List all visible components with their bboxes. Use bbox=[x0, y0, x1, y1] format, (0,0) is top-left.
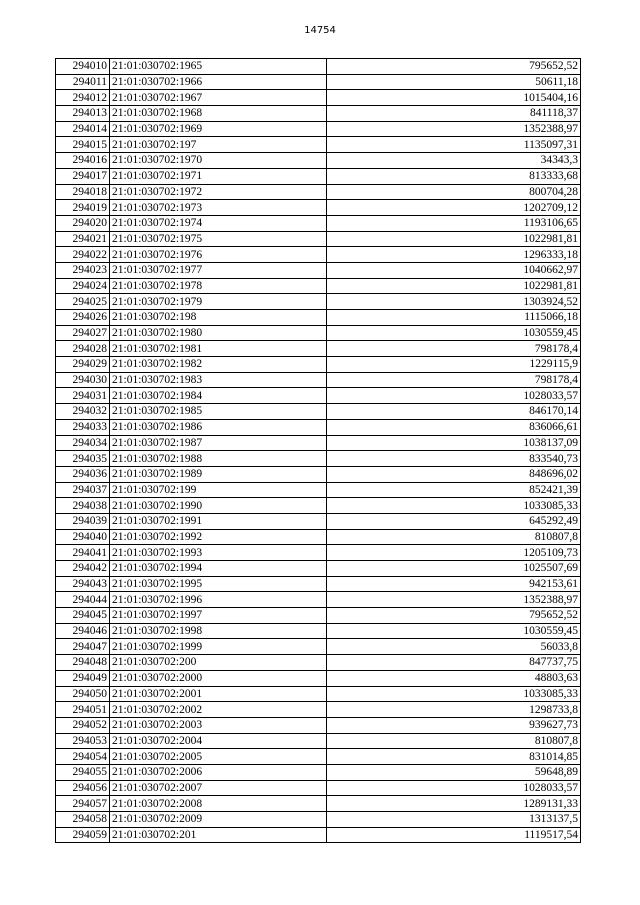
table-row bbox=[56, 764, 581, 780]
value-cell: 1030559,45 bbox=[327, 623, 581, 639]
row-number-cell: 294055 bbox=[56, 764, 110, 780]
value-cell: 1033085,33 bbox=[327, 686, 581, 702]
cadastral-number-cell: 21:01:030702:1989 bbox=[110, 466, 327, 482]
row-number-cell: 294021 bbox=[56, 231, 110, 247]
value-cell: 1030559,45 bbox=[327, 325, 581, 341]
table-row bbox=[56, 137, 581, 153]
cadastral-number-cell: 21:01:030702:2002 bbox=[110, 702, 327, 718]
table-row bbox=[56, 749, 581, 765]
registry-table bbox=[55, 58, 581, 843]
value-cell: 1205109,73 bbox=[327, 545, 581, 561]
row-number-cell: 294052 bbox=[56, 717, 110, 733]
row-number-cell: 294022 bbox=[56, 247, 110, 263]
row-number-cell: 294036 bbox=[56, 466, 110, 482]
row-number-cell: 294039 bbox=[56, 513, 110, 529]
row-number-cell: 294033 bbox=[56, 419, 110, 435]
cadastral-number-cell: 21:01:030702:1995 bbox=[110, 576, 327, 592]
cadastral-number-cell: 21:01:030702:200 bbox=[110, 655, 327, 671]
cadastral-number-cell: 21:01:030702:1999 bbox=[110, 639, 327, 655]
cadastral-number-cell: 21:01:030702:2000 bbox=[110, 670, 327, 686]
row-number-cell: 294014 bbox=[56, 121, 110, 137]
table-row bbox=[56, 717, 581, 733]
table-row bbox=[56, 623, 581, 639]
cadastral-number-cell: 21:01:030702:2003 bbox=[110, 717, 327, 733]
row-number-cell: 294012 bbox=[56, 90, 110, 106]
value-cell: 942153,61 bbox=[327, 576, 581, 592]
row-number-cell: 294043 bbox=[56, 576, 110, 592]
cadastral-number-cell: 21:01:030702:2006 bbox=[110, 764, 327, 780]
table-row bbox=[56, 90, 581, 106]
cadastral-number-cell: 21:01:030702:2007 bbox=[110, 780, 327, 796]
row-number-cell: 294016 bbox=[56, 153, 110, 169]
table-row bbox=[56, 184, 581, 200]
value-cell: 852421,39 bbox=[327, 482, 581, 498]
value-cell: 841118,37 bbox=[327, 106, 581, 122]
table-row bbox=[56, 372, 581, 388]
cadastral-number-cell: 21:01:030702:1970 bbox=[110, 153, 327, 169]
cadastral-number-cell: 21:01:030702:1991 bbox=[110, 513, 327, 529]
table-row bbox=[56, 702, 581, 718]
row-number-cell: 294034 bbox=[56, 435, 110, 451]
value-cell: 50611,18 bbox=[327, 74, 581, 90]
cadastral-number-cell: 21:01:030702:2005 bbox=[110, 749, 327, 765]
row-number-cell: 294037 bbox=[56, 482, 110, 498]
cadastral-number-cell: 21:01:030702:1982 bbox=[110, 357, 327, 373]
table-row bbox=[56, 545, 581, 561]
row-number-cell: 294042 bbox=[56, 561, 110, 577]
value-cell: 833540,73 bbox=[327, 451, 581, 467]
table-row bbox=[56, 59, 581, 75]
cadastral-number-cell: 21:01:030702:1994 bbox=[110, 561, 327, 577]
value-cell: 831014,85 bbox=[327, 749, 581, 765]
value-cell: 1115066,18 bbox=[327, 310, 581, 326]
value-cell: 836066,61 bbox=[327, 419, 581, 435]
table-row bbox=[56, 121, 581, 137]
cadastral-number-cell: 21:01:030702:198 bbox=[110, 310, 327, 326]
table-row bbox=[56, 639, 581, 655]
row-number-cell: 294019 bbox=[56, 200, 110, 216]
value-cell: 1229115,9 bbox=[327, 357, 581, 373]
table-row bbox=[56, 200, 581, 216]
table-row bbox=[56, 733, 581, 749]
cadastral-number-cell: 21:01:030702:1971 bbox=[110, 168, 327, 184]
row-number-cell: 294020 bbox=[56, 215, 110, 231]
value-cell: 34343,3 bbox=[327, 153, 581, 169]
table-row bbox=[56, 466, 581, 482]
table-row bbox=[56, 325, 581, 341]
table-row bbox=[56, 827, 581, 843]
table-row bbox=[56, 262, 581, 278]
row-number-cell: 294025 bbox=[56, 294, 110, 310]
cadastral-number-cell: 21:01:030702:201 bbox=[110, 827, 327, 843]
value-cell: 645292,49 bbox=[327, 513, 581, 529]
table-row bbox=[56, 561, 581, 577]
cadastral-number-cell: 21:01:030702:1966 bbox=[110, 74, 327, 90]
row-number-cell: 294030 bbox=[56, 372, 110, 388]
table-row bbox=[56, 231, 581, 247]
table-row bbox=[56, 388, 581, 404]
cadastral-number-cell: 21:01:030702:1996 bbox=[110, 592, 327, 608]
value-cell: 1313137,5 bbox=[327, 812, 581, 828]
row-number-cell: 294040 bbox=[56, 529, 110, 545]
value-cell: 798178,4 bbox=[327, 372, 581, 388]
cadastral-number-cell: 21:01:030702:1969 bbox=[110, 121, 327, 137]
table-row bbox=[56, 608, 581, 624]
cadastral-number-cell: 21:01:030702:2008 bbox=[110, 796, 327, 812]
value-cell: 1015404,16 bbox=[327, 90, 581, 106]
row-number-cell: 294056 bbox=[56, 780, 110, 796]
table-row bbox=[56, 592, 581, 608]
value-cell: 798178,4 bbox=[327, 341, 581, 357]
value-cell: 1289131,33 bbox=[327, 796, 581, 812]
value-cell: 810807,8 bbox=[327, 733, 581, 749]
row-number-cell: 294045 bbox=[56, 608, 110, 624]
cadastral-number-cell: 21:01:030702:1984 bbox=[110, 388, 327, 404]
value-cell: 800704,28 bbox=[327, 184, 581, 200]
row-number-cell: 294050 bbox=[56, 686, 110, 702]
cadastral-number-cell: 21:01:030702:1977 bbox=[110, 262, 327, 278]
table-row bbox=[56, 168, 581, 184]
cadastral-number-cell: 21:01:030702:1968 bbox=[110, 106, 327, 122]
table-row bbox=[56, 655, 581, 671]
value-cell: 48803,63 bbox=[327, 670, 581, 686]
cadastral-number-cell: 21:01:030702:1986 bbox=[110, 419, 327, 435]
cadastral-number-cell: 21:01:030702:2009 bbox=[110, 812, 327, 828]
row-number-cell: 294054 bbox=[56, 749, 110, 765]
table-row bbox=[56, 153, 581, 169]
row-number-cell: 294015 bbox=[56, 137, 110, 153]
cadastral-number-cell: 21:01:030702:1975 bbox=[110, 231, 327, 247]
cadastral-number-cell: 21:01:030702:1993 bbox=[110, 545, 327, 561]
registry-table-body bbox=[56, 59, 581, 843]
value-cell: 56033,8 bbox=[327, 639, 581, 655]
cadastral-number-cell: 21:01:030702:1985 bbox=[110, 404, 327, 420]
cadastral-number-cell: 21:01:030702:2001 bbox=[110, 686, 327, 702]
cadastral-number-cell: 21:01:030702:1965 bbox=[110, 59, 327, 75]
cadastral-number-cell: 21:01:030702:1988 bbox=[110, 451, 327, 467]
value-cell: 1193106,65 bbox=[327, 215, 581, 231]
cadastral-number-cell: 21:01:030702:1987 bbox=[110, 435, 327, 451]
row-number-cell: 294032 bbox=[56, 404, 110, 420]
table-row bbox=[56, 451, 581, 467]
row-number-cell: 294017 bbox=[56, 168, 110, 184]
cadastral-number-cell: 21:01:030702:1992 bbox=[110, 529, 327, 545]
cadastral-number-cell: 21:01:030702:2004 bbox=[110, 733, 327, 749]
value-cell: 1119517,54 bbox=[327, 827, 581, 843]
value-cell: 1040662,97 bbox=[327, 262, 581, 278]
table-row bbox=[56, 796, 581, 812]
table-row bbox=[56, 529, 581, 545]
value-cell: 1303924,52 bbox=[327, 294, 581, 310]
value-cell: 59648,89 bbox=[327, 764, 581, 780]
value-cell: 1352388,97 bbox=[327, 592, 581, 608]
row-number-cell: 294031 bbox=[56, 388, 110, 404]
cadastral-number-cell: 21:01:030702:1983 bbox=[110, 372, 327, 388]
cadastral-number-cell: 21:01:030702:1980 bbox=[110, 325, 327, 341]
row-number-cell: 294047 bbox=[56, 639, 110, 655]
table-row bbox=[56, 435, 581, 451]
value-cell: 847737,75 bbox=[327, 655, 581, 671]
table-row bbox=[56, 419, 581, 435]
cadastral-number-cell: 21:01:030702:1976 bbox=[110, 247, 327, 263]
row-number-cell: 294011 bbox=[56, 74, 110, 90]
table-row bbox=[56, 278, 581, 294]
table-row bbox=[56, 498, 581, 514]
table-row bbox=[56, 482, 581, 498]
value-cell: 813333,68 bbox=[327, 168, 581, 184]
row-number-cell: 294058 bbox=[56, 812, 110, 828]
row-number-cell: 294023 bbox=[56, 262, 110, 278]
table-row bbox=[56, 357, 581, 373]
table-row bbox=[56, 780, 581, 796]
table-row bbox=[56, 106, 581, 122]
table-row bbox=[56, 513, 581, 529]
row-number-cell: 294010 bbox=[56, 59, 110, 75]
row-number-cell: 294024 bbox=[56, 278, 110, 294]
value-cell: 1028033,57 bbox=[327, 780, 581, 796]
table-row bbox=[56, 812, 581, 828]
row-number-cell: 294051 bbox=[56, 702, 110, 718]
row-number-cell: 294057 bbox=[56, 796, 110, 812]
table-row bbox=[56, 341, 581, 357]
value-cell: 846170,14 bbox=[327, 404, 581, 420]
row-number-cell: 294046 bbox=[56, 623, 110, 639]
row-number-cell: 294027 bbox=[56, 325, 110, 341]
row-number-cell: 294013 bbox=[56, 106, 110, 122]
row-number-cell: 294029 bbox=[56, 357, 110, 373]
cadastral-number-cell: 21:01:030702:1974 bbox=[110, 215, 327, 231]
value-cell: 1298733,8 bbox=[327, 702, 581, 718]
table-row bbox=[56, 74, 581, 90]
row-number-cell: 294038 bbox=[56, 498, 110, 514]
value-cell: 1202709,12 bbox=[327, 200, 581, 216]
cadastral-number-cell: 21:01:030702:197 bbox=[110, 137, 327, 153]
value-cell: 1352388,97 bbox=[327, 121, 581, 137]
cadastral-number-cell: 21:01:030702:1990 bbox=[110, 498, 327, 514]
value-cell: 1033085,33 bbox=[327, 498, 581, 514]
cadastral-number-cell: 21:01:030702:1998 bbox=[110, 623, 327, 639]
value-cell: 1038137,09 bbox=[327, 435, 581, 451]
value-cell: 795652,52 bbox=[327, 608, 581, 624]
cadastral-number-cell: 21:01:030702:199 bbox=[110, 482, 327, 498]
row-number-cell: 294059 bbox=[56, 827, 110, 843]
value-cell: 1022981,81 bbox=[327, 231, 581, 247]
value-cell: 1028033,57 bbox=[327, 388, 581, 404]
value-cell: 848696,02 bbox=[327, 466, 581, 482]
row-number-cell: 294041 bbox=[56, 545, 110, 561]
row-number-cell: 294018 bbox=[56, 184, 110, 200]
cadastral-number-cell: 21:01:030702:1981 bbox=[110, 341, 327, 357]
cadastral-number-cell: 21:01:030702:1978 bbox=[110, 278, 327, 294]
value-cell: 795652,52 bbox=[327, 59, 581, 75]
row-number-cell: 294035 bbox=[56, 451, 110, 467]
table-row bbox=[56, 686, 581, 702]
value-cell: 810807,8 bbox=[327, 529, 581, 545]
table-row bbox=[56, 576, 581, 592]
value-cell: 1135097,31 bbox=[327, 137, 581, 153]
cadastral-number-cell: 21:01:030702:1972 bbox=[110, 184, 327, 200]
table-row bbox=[56, 670, 581, 686]
table-row bbox=[56, 247, 581, 263]
row-number-cell: 294049 bbox=[56, 670, 110, 686]
table-row bbox=[56, 310, 581, 326]
cadastral-number-cell: 21:01:030702:1973 bbox=[110, 200, 327, 216]
table-row bbox=[56, 294, 581, 310]
row-number-cell: 294048 bbox=[56, 655, 110, 671]
table-row bbox=[56, 215, 581, 231]
row-number-cell: 294044 bbox=[56, 592, 110, 608]
row-number-cell: 294053 bbox=[56, 733, 110, 749]
value-cell: 1025507,69 bbox=[327, 561, 581, 577]
value-cell: 939627,73 bbox=[327, 717, 581, 733]
row-number-cell: 294026 bbox=[56, 310, 110, 326]
page-number: 14754 bbox=[304, 25, 336, 36]
value-cell: 1296333,18 bbox=[327, 247, 581, 263]
cadastral-number-cell: 21:01:030702:1997 bbox=[110, 608, 327, 624]
cadastral-number-cell: 21:01:030702:1967 bbox=[110, 90, 327, 106]
value-cell: 1022981,81 bbox=[327, 278, 581, 294]
table-row bbox=[56, 404, 581, 420]
row-number-cell: 294028 bbox=[56, 341, 110, 357]
cadastral-number-cell: 21:01:030702:1979 bbox=[110, 294, 327, 310]
